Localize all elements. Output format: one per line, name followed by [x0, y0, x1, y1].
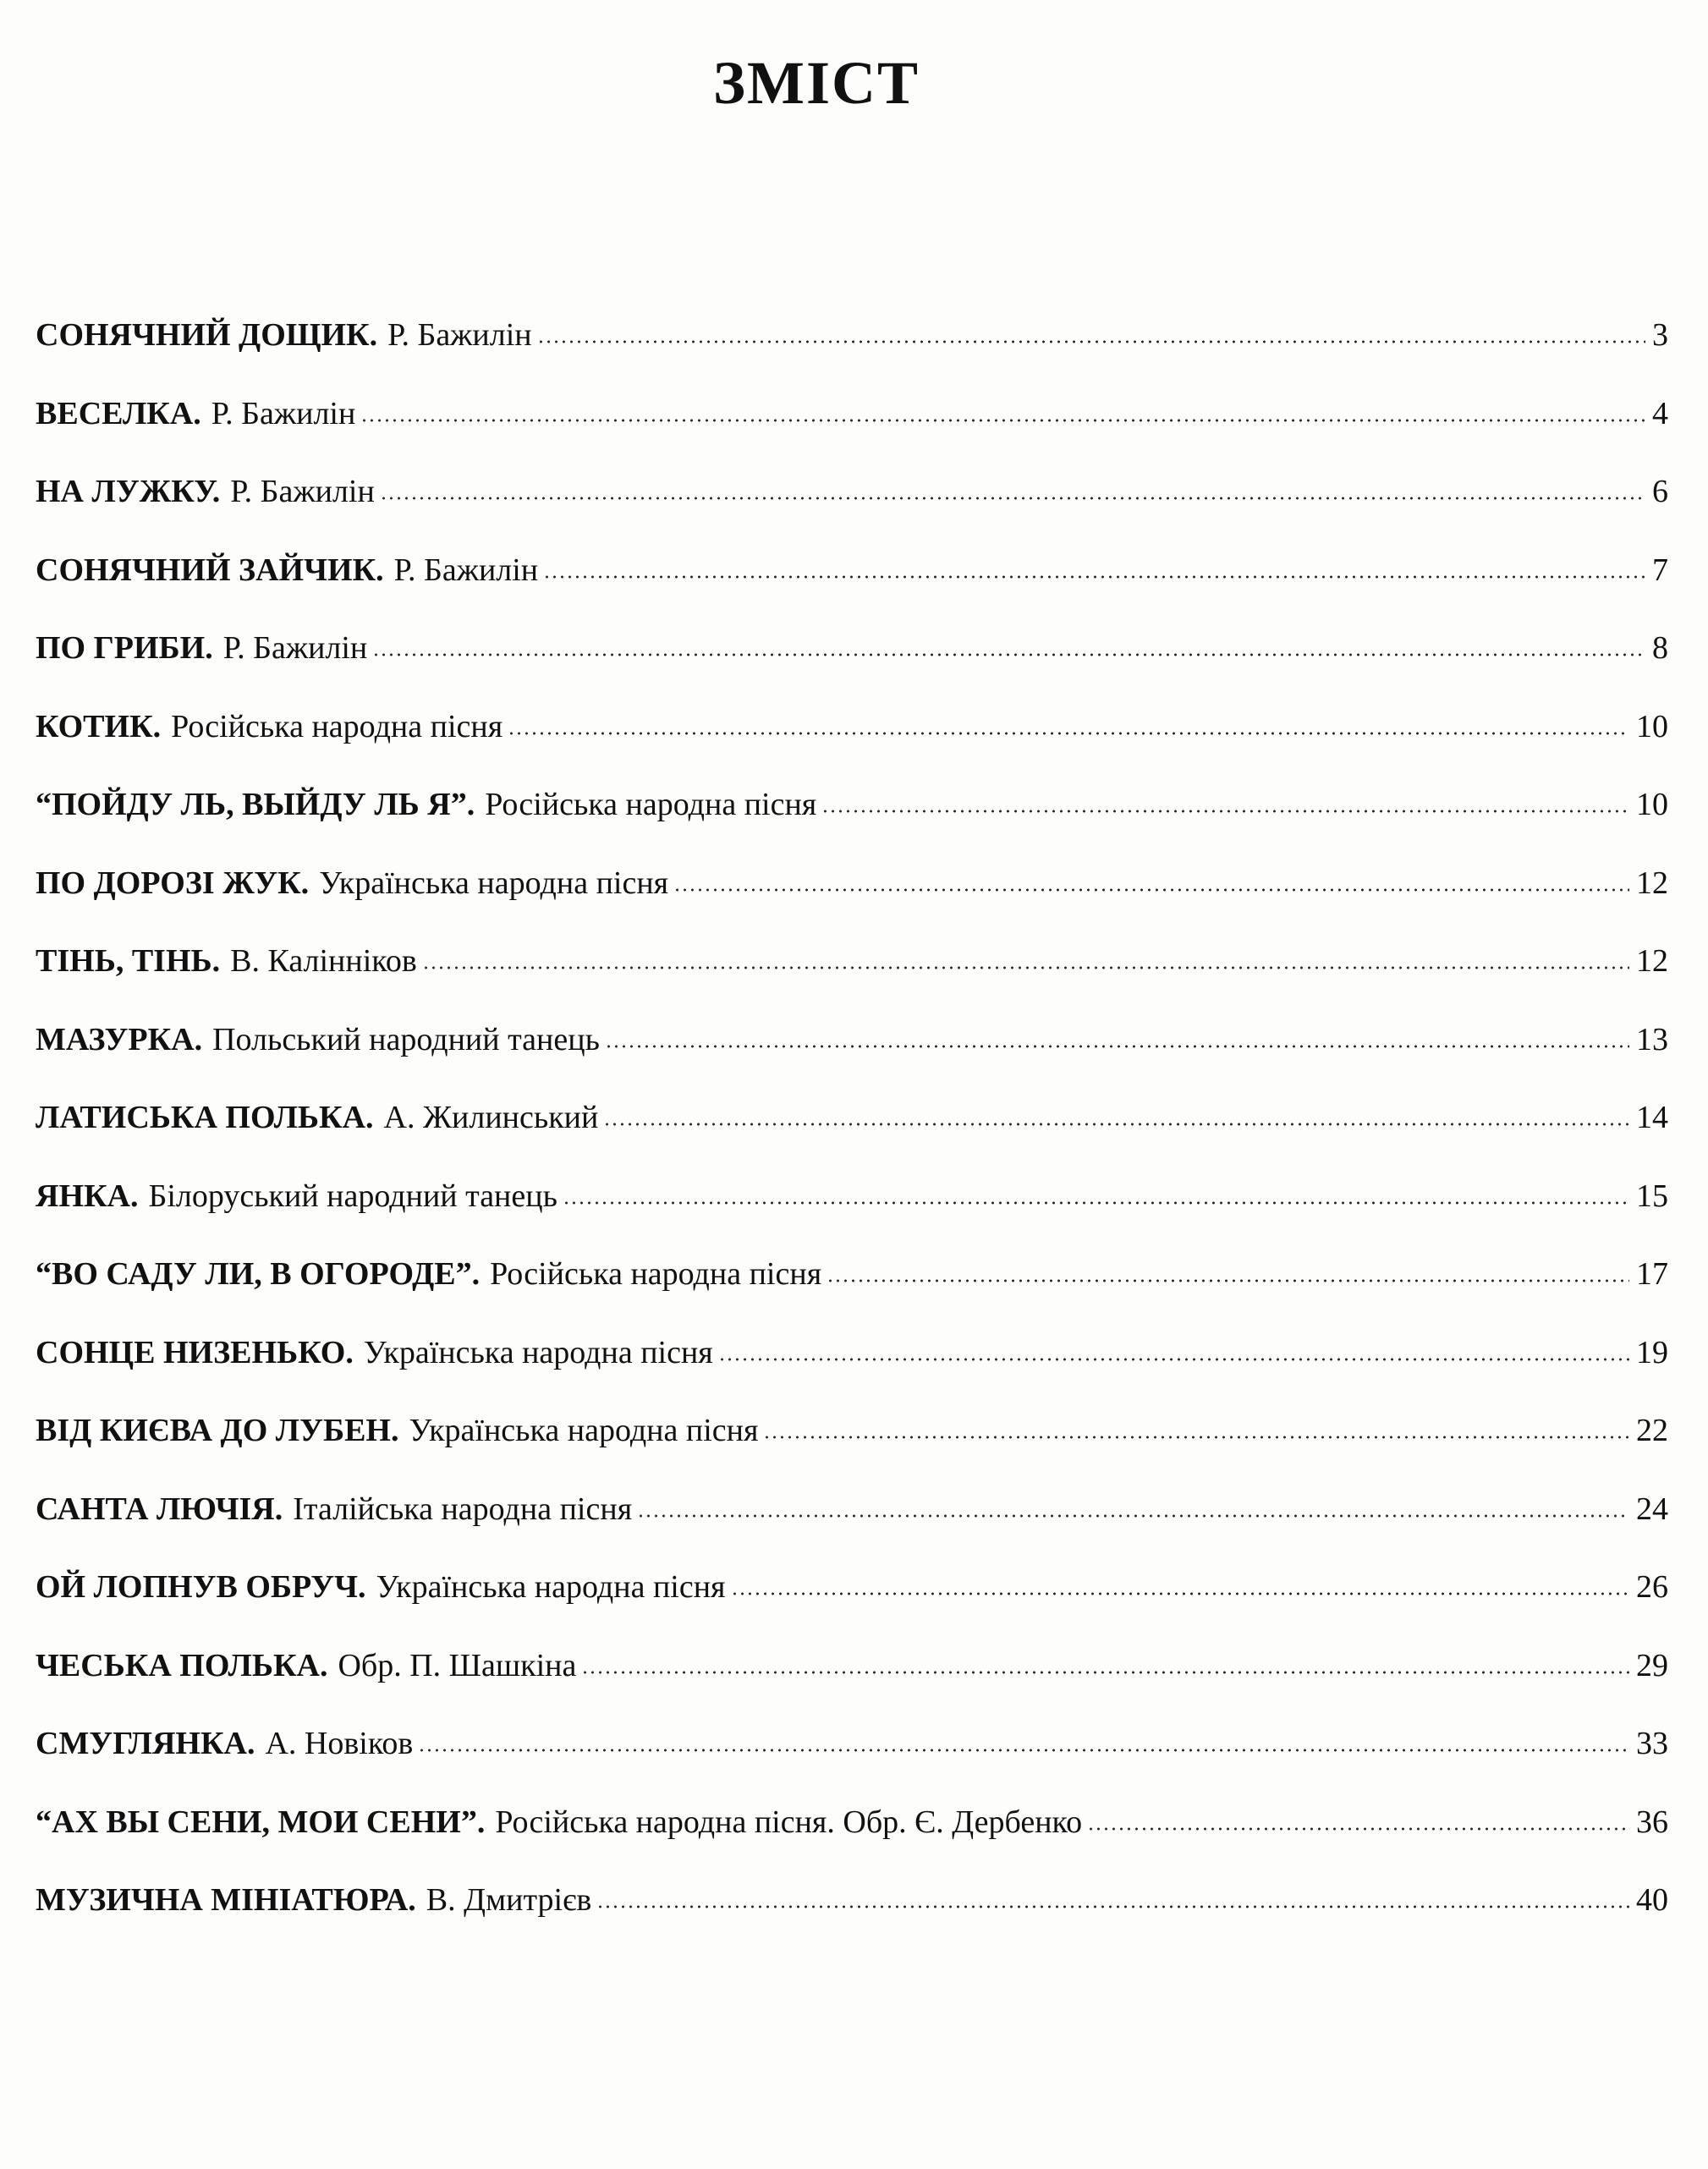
entry-title: “ВО САДУ ЛИ, В ОГОРОДЕ”. [36, 1256, 481, 1293]
entry-page-number: 22 [1636, 1413, 1668, 1449]
entry-page-number: 29 [1636, 1647, 1668, 1683]
entry-page-number: 17 [1636, 1256, 1668, 1293]
dot-leader [1087, 1827, 1629, 1831]
entry-page-number: 4 [1652, 395, 1668, 431]
entry-title: САНТА ЛЮЧІЯ. [36, 1491, 283, 1527]
entry-author: А. Новіков [265, 1726, 414, 1762]
toc-entry [36, 609, 1668, 688]
entry-title: ПО ГРИБИ. [36, 630, 213, 667]
entry-page-number: 19 [1636, 1334, 1668, 1370]
toc-entry [36, 375, 1668, 453]
toc-entry [36, 1079, 1668, 1157]
entry-page-number: 33 [1636, 1726, 1668, 1762]
dot-leader [827, 1279, 1629, 1282]
dot-leader [603, 1123, 1629, 1126]
entry-title: КОТИК. [36, 708, 162, 744]
entry-title: СОНЯЧНИЙ ЗАЙЧИК. [36, 552, 384, 588]
toc-entry [36, 1157, 1668, 1236]
entry-title: НА ЛУЖКУ. [36, 474, 221, 510]
dot-leader [581, 1671, 1629, 1674]
toc-entry [36, 766, 1668, 844]
dot-leader [372, 653, 1645, 656]
entry-page-number: 3 [1652, 317, 1668, 354]
entry-author: В. Калінніков [230, 943, 417, 980]
entry-title: ПО ДОРОЗІ ЖУК. [36, 865, 310, 901]
entry-title: ВЕСЕЛКА. [36, 395, 201, 431]
toc-entry [36, 1783, 1668, 1862]
entry-author: В. Дмитрієв [426, 1882, 592, 1919]
entry-title: “ПОЙДУ ЛЬ, ВЫЙДУ ЛЬ Я”. [36, 787, 475, 823]
entry-page-number: 26 [1636, 1569, 1668, 1606]
toc-entry [36, 1001, 1668, 1079]
dot-leader [563, 1201, 1629, 1205]
entry-title: ОЙ ЛОПНУВ ОБРУЧ. [36, 1569, 366, 1606]
entry-author: Російська народна пісня [490, 1256, 822, 1293]
entry-title: СМУГЛЯНКА. [36, 1726, 255, 1762]
dot-leader [543, 575, 1645, 579]
dot-leader [596, 1905, 1629, 1908]
entry-page-number: 6 [1652, 474, 1668, 510]
toc-entry [36, 531, 1668, 610]
entry-author: Українська народна пісня [376, 1569, 726, 1606]
entry-author: Польський народний танець [212, 1021, 600, 1057]
toc-entry [36, 688, 1668, 766]
dot-leader [537, 340, 1645, 343]
toc-entry [36, 922, 1668, 1001]
entry-title: МУЗИЧНА МІНІАТЮРА. [36, 1882, 416, 1919]
entry-page-number: 24 [1636, 1491, 1668, 1527]
toc-entry [36, 453, 1668, 531]
entry-title: ЯНКА. [36, 1178, 139, 1214]
entry-author: Італійська народна пісня [293, 1491, 633, 1527]
entry-author: Російська народна пісня. Обр. Є. Дербенко [495, 1804, 1083, 1840]
table-of-contents [36, 296, 1668, 1940]
entry-author: Р. Бажилін [393, 552, 539, 588]
entry-author: Р. Бажилін [230, 474, 375, 510]
entry-author: Р. Бажилін [211, 395, 356, 431]
entry-page-number: 14 [1636, 1100, 1668, 1136]
dot-leader [731, 1592, 1629, 1595]
toc-entry [36, 296, 1668, 375]
dot-leader [508, 732, 1629, 735]
page-title: ЗМІСТ [713, 49, 920, 117]
toc-entry [36, 844, 1668, 923]
entry-title: СОНЦЕ НИЗЕНЬКО. [36, 1334, 354, 1370]
toc-entry [36, 1705, 1668, 1783]
entry-title: ЧЕСЬКА ПОЛЬКА. [36, 1647, 328, 1683]
entry-author: Українська народна пісня [319, 865, 669, 901]
dot-leader [380, 497, 1645, 500]
toc-entry [36, 1392, 1668, 1470]
toc-entry [36, 1235, 1668, 1314]
toc-entry [36, 1548, 1668, 1627]
entry-page-number: 15 [1636, 1178, 1668, 1214]
entry-page-number: 10 [1636, 708, 1668, 744]
entry-title: МАЗУРКА. [36, 1021, 203, 1057]
entry-author: Українська народна пісня [363, 1334, 713, 1370]
entry-author: А. Жилинський [383, 1100, 599, 1136]
dot-leader [422, 966, 1629, 969]
entry-title: ВІД КИЄВА ДО ЛУБЕН. [36, 1413, 399, 1449]
dot-leader [821, 810, 1629, 813]
entry-page-number: 36 [1636, 1804, 1668, 1840]
toc-entry [36, 1861, 1668, 1940]
entry-title: ТІНЬ, ТІНЬ. [36, 943, 221, 980]
dot-leader [360, 419, 1645, 422]
entry-page-number: 8 [1652, 630, 1668, 667]
dot-leader [763, 1436, 1629, 1439]
toc-entry [36, 1470, 1668, 1549]
dot-leader [605, 1045, 1629, 1048]
toc-entry [36, 1314, 1668, 1392]
dot-leader [418, 1749, 1629, 1752]
entry-author: Р. Бажилін [387, 317, 532, 354]
entry-author: Обр. П. Шашкіна [338, 1647, 577, 1683]
toc-entry [36, 1627, 1668, 1705]
entry-page-number: 10 [1636, 787, 1668, 823]
entry-title: СОНЯЧНИЙ ДОЩИК. [36, 317, 378, 354]
entry-author: Російська народна пісня [485, 787, 817, 823]
entry-page-number: 13 [1636, 1021, 1668, 1057]
entry-author: Українська народна пісня [409, 1413, 759, 1449]
dot-leader [673, 888, 1629, 892]
entry-title: ЛАТИСЬКА ПОЛЬКА. [36, 1100, 374, 1136]
entry-page-number: 40 [1636, 1882, 1668, 1919]
entry-page-number: 12 [1636, 943, 1668, 980]
entry-author: Р. Бажилін [222, 630, 368, 667]
entry-author: Російська народна пісня [171, 708, 503, 744]
entry-page-number: 12 [1636, 865, 1668, 901]
entry-author: Білоруський народний танець [148, 1178, 557, 1214]
entry-title: “АХ ВЫ СЕНИ, МОИ СЕНИ”. [36, 1804, 486, 1840]
entry-page-number: 7 [1652, 552, 1668, 588]
dot-leader [637, 1514, 1629, 1518]
dot-leader [718, 1358, 1629, 1361]
